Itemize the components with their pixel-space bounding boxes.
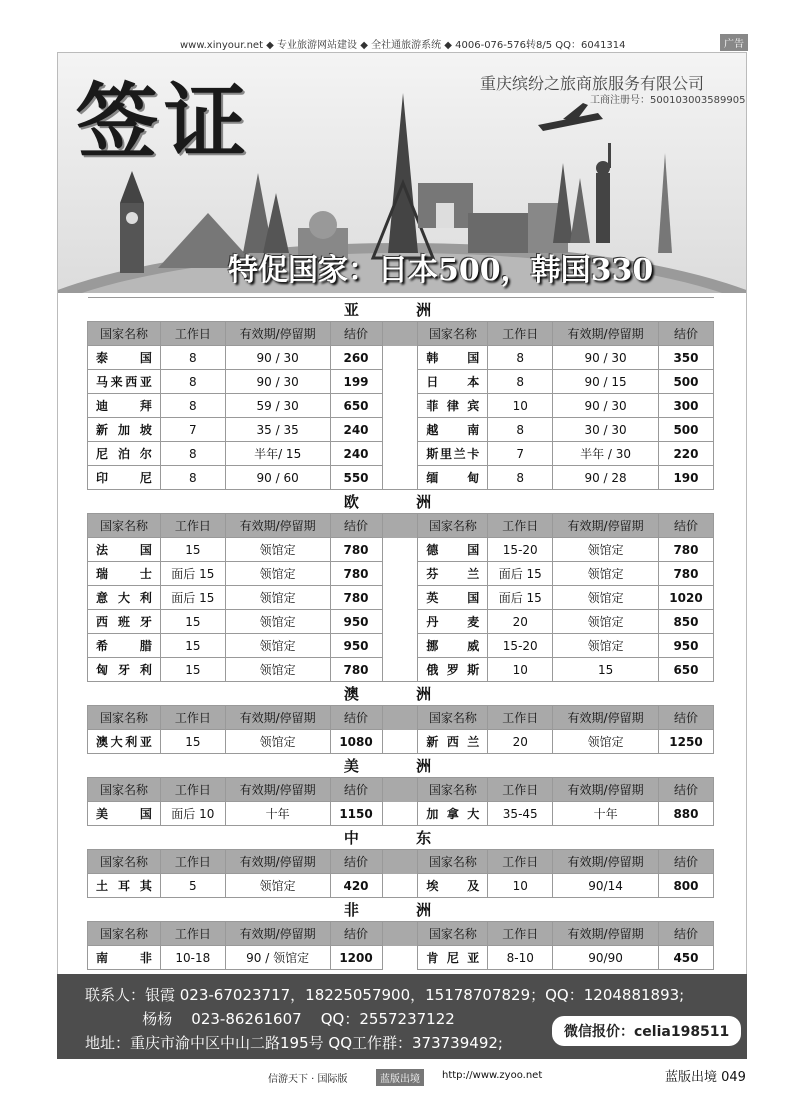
column-gap [382,658,418,682]
working-days: 面后 10 [160,802,225,826]
validity-stay: 15 [553,658,659,682]
validity-stay: 领馆定 [225,586,330,610]
column-header: 结价 [658,778,713,802]
price: 850 [658,610,713,634]
column-header: 国家名称 [88,922,161,946]
price: 950 [330,634,382,658]
working-days: 面后 15 [160,562,225,586]
price: 500 [658,370,713,394]
working-days: 8 [160,394,225,418]
column-header: 结价 [330,778,382,802]
column-gap [382,586,418,610]
column-header-row [88,778,714,802]
section-tag: 蓝版出境 [376,1069,424,1086]
country-name: 瑞士 [88,562,161,586]
validity-stay: 十年 [225,802,330,826]
column-gap [382,562,418,586]
working-days: 15 [160,658,225,682]
validity-stay: 领馆定 [553,586,659,610]
region-title: 欧 洲 [88,490,714,514]
table-row [88,346,714,370]
publication-name: 信游天下 · 国际版 [268,1074,348,1085]
country-name: 迪拜 [88,394,161,418]
price: 550 [330,466,382,490]
country-name: 西班牙 [88,610,161,634]
working-days: 8 [160,442,225,466]
price: 780 [330,586,382,610]
table-row [88,562,714,586]
working-days: 8 [160,346,225,370]
working-days: 面后 15 [488,586,553,610]
column-header: 有效期/停留期 [225,322,330,346]
column-header: 国家名称 [88,514,161,538]
promo-banner: 特促国家：日本500，韩国330 [228,253,654,288]
price: 950 [330,610,382,634]
working-days: 15-20 [488,634,553,658]
country-name: 匈牙利 [88,658,161,682]
validity-stay: 领馆定 [225,538,330,562]
country-name: 美国 [88,802,161,826]
price: 1080 [330,730,382,754]
region-title: 非 洲 [88,898,714,922]
column-header: 结价 [658,850,713,874]
working-days: 8 [488,418,553,442]
working-days: 15 [160,634,225,658]
region-header [88,898,714,922]
column-header: 工作日 [160,322,225,346]
country-name: 韩国 [418,346,488,370]
column-header-row [88,514,714,538]
price: 190 [658,466,713,490]
region-title: 美 洲 [88,754,714,778]
column-header: 工作日 [160,706,225,730]
working-days: 35-45 [488,802,553,826]
company-name: 重庆缤纷之旅商旅服务有限公司 [480,74,705,93]
country-name: 希腊 [88,634,161,658]
country-name: 德国 [418,538,488,562]
price: 1020 [658,586,713,610]
column-gap [382,946,418,970]
column-gap [382,874,418,898]
validity-stay: 领馆定 [553,610,659,634]
table-row [88,610,714,634]
country-name: 埃及 [418,874,488,898]
price: 780 [658,562,713,586]
region-header [88,490,714,514]
column-gap [382,706,418,730]
working-days: 20 [488,730,553,754]
region-title: 澳 洲 [88,682,714,706]
column-header-row [88,850,714,874]
column-header: 结价 [658,322,713,346]
top-banner-text: www.xinyour.net ◆ 专业旅游网站建设 ◆ 全社通旅游系统 ◆ 4006-076-576转8/5 QQ：6041314 [180,40,626,51]
ad-label: 广告 [720,34,748,51]
contact-footer [57,974,747,1059]
table-row [88,658,714,682]
validity-stay: 领馆定 [553,562,659,586]
country-name: 斯里兰卡 [418,442,488,466]
column-header: 结价 [330,514,382,538]
price: 1250 [658,730,713,754]
contact-line-2: 杨杨 023-86261607 QQ：2557237122 [85,1010,455,1028]
country-name: 法国 [88,538,161,562]
visa-price-table [87,297,714,970]
table-row [88,442,714,466]
validity-stay: 领馆定 [225,610,330,634]
column-gap [382,322,418,346]
column-header: 国家名称 [418,778,488,802]
price: 880 [658,802,713,826]
column-header: 有效期/停留期 [225,706,330,730]
price: 950 [658,634,713,658]
validity-stay: 半年 / 30 [553,442,659,466]
price: 780 [658,538,713,562]
country-name: 日本 [418,370,488,394]
column-header: 国家名称 [418,922,488,946]
validity-stay: 领馆定 [225,634,330,658]
price: 450 [658,946,713,970]
column-header: 国家名称 [88,322,161,346]
validity-stay: 90/90 [553,946,659,970]
column-gap [382,418,418,442]
country-name: 菲律宾 [418,394,488,418]
column-header: 工作日 [160,514,225,538]
price: 260 [330,346,382,370]
working-days: 8-10 [488,946,553,970]
column-gap [382,730,418,754]
top-banner [0,30,800,50]
column-gap [382,922,418,946]
column-header: 国家名称 [418,706,488,730]
column-gap [382,778,418,802]
validity-stay: 十年 [553,802,659,826]
working-days: 15-20 [488,538,553,562]
price: 650 [658,658,713,682]
column-header: 结价 [330,322,382,346]
validity-stay: 90 / 15 [553,370,659,394]
country-name: 南非 [88,946,161,970]
country-name: 芬兰 [418,562,488,586]
price: 780 [330,538,382,562]
country-name: 俄罗斯 [418,658,488,682]
contact-line-1: 联系人：银霞 023-67023717，18225057900，15178707829；QQ：1204881893; [85,986,685,1004]
table-row [88,586,714,610]
working-days: 面后 15 [160,586,225,610]
column-header: 工作日 [488,514,553,538]
validity-stay: 90/14 [553,874,659,898]
working-days: 8 [160,370,225,394]
region-title: 亚 洲 [88,298,714,322]
country-name: 英国 [418,586,488,610]
column-header-row [88,322,714,346]
price: 240 [330,442,382,466]
column-header: 结价 [658,922,713,946]
table-row [88,394,714,418]
working-days: 7 [488,442,553,466]
column-header: 工作日 [160,922,225,946]
column-header: 工作日 [160,778,225,802]
column-header: 国家名称 [88,706,161,730]
country-name: 加拿大 [418,802,488,826]
validity-stay: 90 / 60 [225,466,330,490]
column-gap [382,514,418,538]
validity-stay: 领馆定 [225,562,330,586]
wechat-badge: 微信报价：celia198511 [552,1016,741,1046]
price: 500 [658,418,713,442]
working-days: 10 [488,874,553,898]
region-header [88,682,714,706]
table-row [88,874,714,898]
hero-banner [58,53,746,293]
country-name: 澳大利亚 [88,730,161,754]
page-title: 签证 [76,74,253,170]
validity-stay: 90 / 30 [553,394,659,418]
validity-stay: 领馆定 [553,634,659,658]
validity-stay: 领馆定 [225,730,330,754]
table-row [88,802,714,826]
column-header: 工作日 [488,322,553,346]
validity-stay: 90 / 30 [225,370,330,394]
address-line: 地址：重庆市渝中区中山二路195号 QQ工作群：373739492; [85,1034,503,1052]
working-days: 8 [488,466,553,490]
column-header: 有效期/停留期 [225,850,330,874]
column-header: 有效期/停留期 [553,778,659,802]
country-name: 意大利 [88,586,161,610]
working-days: 面后 15 [488,562,553,586]
column-gap [382,466,418,490]
column-gap [382,802,418,826]
column-header: 结价 [330,706,382,730]
working-days: 15 [160,538,225,562]
validity-stay: 35 / 35 [225,418,330,442]
price: 350 [658,346,713,370]
column-gap [382,346,418,370]
column-header: 工作日 [160,850,225,874]
validity-stay: 90 / 30 [553,346,659,370]
price: 199 [330,370,382,394]
table-row [88,418,714,442]
region-header [88,826,714,850]
column-header: 有效期/停留期 [225,514,330,538]
working-days: 10-18 [160,946,225,970]
column-header: 国家名称 [88,850,161,874]
bottom-bar [0,1066,800,1086]
table-row [88,634,714,658]
column-header: 有效期/停留期 [553,514,659,538]
working-days: 15 [160,610,225,634]
region-header [88,754,714,778]
validity-stay: 领馆定 [225,658,330,682]
column-header: 工作日 [488,778,553,802]
website-link[interactable]: http://www.zyoo.net [442,1070,543,1081]
validity-stay: 90 / 28 [553,466,659,490]
column-header: 工作日 [488,850,553,874]
country-name: 缅甸 [418,466,488,490]
country-name: 新西兰 [418,730,488,754]
column-header: 有效期/停留期 [553,922,659,946]
column-header: 工作日 [488,922,553,946]
column-header-row [88,706,714,730]
table-row [88,946,714,970]
validity-stay: 领馆定 [553,538,659,562]
country-name: 土耳其 [88,874,161,898]
column-header: 有效期/停留期 [553,850,659,874]
column-header: 工作日 [488,706,553,730]
validity-stay: 90 / 领馆定 [225,946,330,970]
column-header: 有效期/停留期 [553,706,659,730]
column-header: 有效期/停留期 [225,922,330,946]
region-header [88,298,714,322]
working-days: 8 [160,466,225,490]
column-header: 有效期/停留期 [553,322,659,346]
country-name: 丹麦 [418,610,488,634]
price: 780 [330,562,382,586]
column-header: 国家名称 [418,850,488,874]
registration-number: 工商注册号：500103003589905 [590,95,746,106]
column-header: 国家名称 [418,514,488,538]
column-gap [382,610,418,634]
country-name: 尼泊尔 [88,442,161,466]
column-header: 国家名称 [418,322,488,346]
validity-stay: 半年/ 15 [225,442,330,466]
working-days: 15 [160,730,225,754]
price: 800 [658,874,713,898]
price: 300 [658,394,713,418]
column-header-row [88,922,714,946]
region-title: 中 东 [88,826,714,850]
validity-stay: 90 / 30 [225,346,330,370]
validity-stay: 领馆定 [225,874,330,898]
validity-stay: 59 / 30 [225,394,330,418]
country-name: 印尼 [88,466,161,490]
table-row [88,466,714,490]
column-header: 国家名称 [88,778,161,802]
working-days: 10 [488,658,553,682]
column-gap [382,850,418,874]
working-days: 7 [160,418,225,442]
working-days: 20 [488,610,553,634]
country-name: 泰国 [88,346,161,370]
country-name: 肯尼亚 [418,946,488,970]
validity-stay: 领馆定 [553,730,659,754]
column-gap [382,538,418,562]
price: 780 [330,658,382,682]
column-gap [382,370,418,394]
price: 240 [330,418,382,442]
price: 650 [330,394,382,418]
table-row [88,370,714,394]
country-name: 新加坡 [88,418,161,442]
price: 420 [330,874,382,898]
table-row [88,730,714,754]
working-days: 5 [160,874,225,898]
country-name: 越南 [418,418,488,442]
column-header: 结价 [658,514,713,538]
column-header: 结价 [330,850,382,874]
column-header: 有效期/停留期 [225,778,330,802]
column-header: 结价 [330,922,382,946]
country-name: 马来西亚 [88,370,161,394]
validity-stay: 30 / 30 [553,418,659,442]
working-days: 8 [488,346,553,370]
table-row [88,538,714,562]
column-gap [382,394,418,418]
page-number: 蓝版出境 049 [665,1070,746,1085]
column-gap [382,634,418,658]
column-header: 结价 [658,706,713,730]
price: 1150 [330,802,382,826]
working-days: 8 [488,370,553,394]
column-gap [382,442,418,466]
working-days: 10 [488,394,553,418]
price: 1200 [330,946,382,970]
country-name: 挪威 [418,634,488,658]
price: 220 [658,442,713,466]
